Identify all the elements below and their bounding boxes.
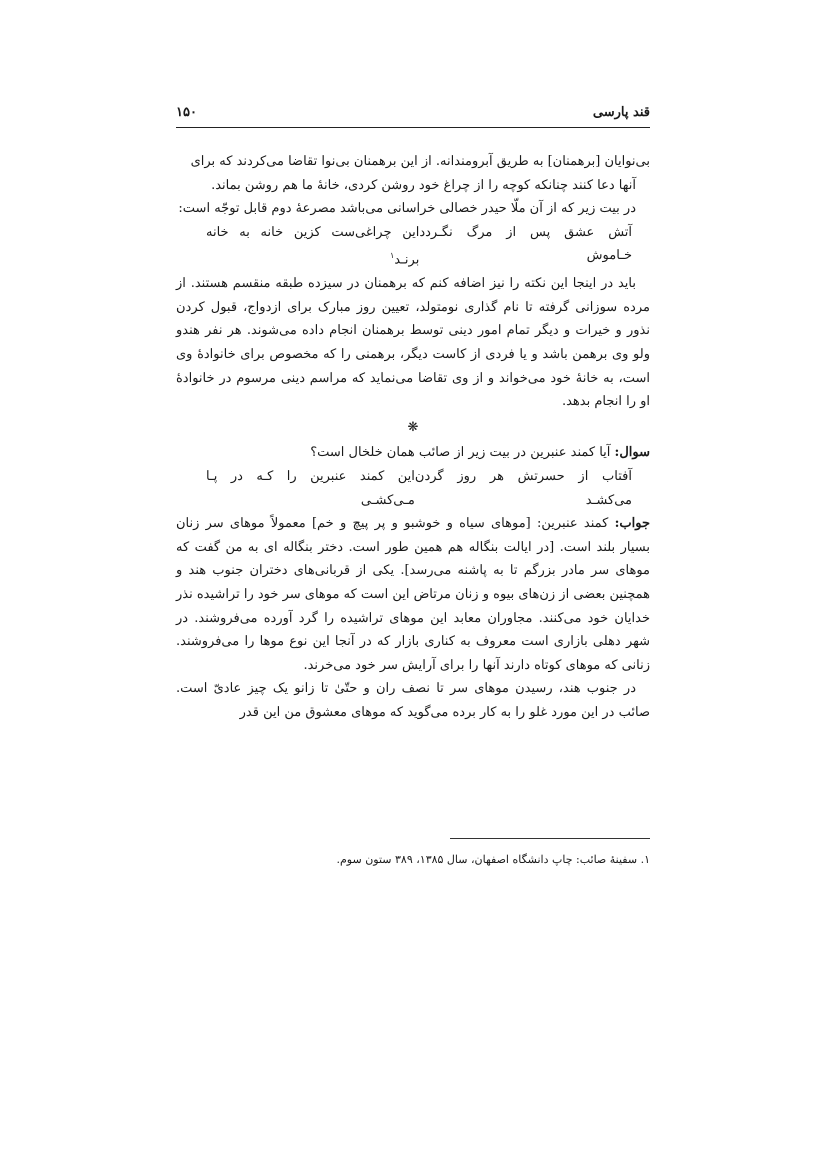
answer	[176, 512, 650, 677]
footnote-marker: ۱	[389, 251, 395, 261]
verse-1-hemistich-2	[206, 221, 419, 273]
section-separator: ❋	[407, 419, 419, 435]
paragraph-4: در جنوب هند، رسیدن موهای سر تا نصف ران و حتّیٰ تا زانو یک چیز عادیّ است. صائب در این مورد غلو را به کار برده می‌گوید که موهای معشوق من این قدر	[176, 681, 650, 720]
footnote: ۱. سفینهٔ صائب: چاپ دانشگاه اصفهان، سال ۱۳۸۵، ۳۸۹ ستون سوم.	[336, 853, 650, 866]
answer-label: جواب:	[614, 516, 650, 532]
paragraph-1-continued: آنها دعا کنند چنانکه کوچه را از چراغ خود روشن کردی، خانهٔ ما هم روشن بماند.	[211, 177, 636, 193]
paragraph-3: باید در اینجا این نکته را نیز اضافه کنم که برهمنان در سیزده طبقه منقسم هستند. از مرده سوزانی گرفته تا نام گذاری نومتولد، تعیین روز مبارک برای ازدواج، قبول کردن نذور و خیرات و دیگر تمام امور دینی توسط برهمنان انجام داده می‌شوند. هر نفر هندو ولو وی برهمن باشد و یا فردی از کاست دیگر، برهمنی را که مخصوص برای خانوادهٔ وی است، به خانهٔ خود می‌خواند و از وی تقاضا می‌نماید که مراسم دینی مرسوم در خانوادهٔ او را انجام بدهد.	[176, 276, 650, 410]
running-header	[176, 103, 650, 128]
question-label: سوال:	[614, 445, 650, 461]
answer-text: کمند عنبرین: [موهای سیاه و خوشبو و پر پیچ و خم] معمولاً موهای سر زنان بسیار بلند است. [در ایالت بنگاله هم همین طور است. دختر بنگاله ای به من گفت که موهای سر مادر بزرگم تا به پاشنه می‌رسد]. یکی از قربانی‌های دختران جنوب هند و همچنین بعضی از زن‌های بیوه و زنان مرتاض این است که موهای سر خود را تراشیده نذر خدایان خود می‌کنند. مجاوران معابد این موهای تراشیده را گرد آورده می‌فروشند. در شهر دهلی بازاری است معروف به کناری بازار که در آنجا این نوع موها را می‌فروشند. زنانی که موهای کوتاه دارند آنها را برای آرایش سر خود می‌خرند.	[176, 516, 650, 673]
verse-2-hemistich-2: این کمند عنبرین را کـه در پـا مـی‌کشـی	[206, 469, 415, 508]
verse-1	[176, 221, 650, 273]
page-number: ۱۵۰	[176, 105, 197, 120]
paragraph-1: بی‌نوایان [برهمنان] به طریق آبرومندانه. از این برهمنان بی‌نوا تقاضا می‌کردند که برای	[190, 154, 650, 169]
book-title: قند پارسی	[592, 105, 650, 120]
main-text	[176, 150, 650, 725]
footnote-divider	[450, 838, 650, 839]
question	[176, 441, 650, 465]
verse-1-hemistich-1: آتش عشق پس از مرگ نگـردد خـاموش	[419, 224, 632, 264]
verse-1-hemistich-2-text: این چراغی‌ست کزین خانه به خانه برنـد	[206, 224, 420, 268]
paragraph-2: در بیت زیر که از آن ملّا حیدر خصالی خراسانی می‌باشد مصرعهٔ دوم قابل توجّه است:	[178, 201, 636, 217]
verse-2-hemistich-1: آفتاب از حسرتش هر روز گردن می‌کشـد	[414, 469, 632, 508]
question-text: آیا کمند عنبرین در بیت زیر از صائب همان خلخال است؟	[310, 445, 611, 461]
verse-2	[176, 465, 650, 512]
